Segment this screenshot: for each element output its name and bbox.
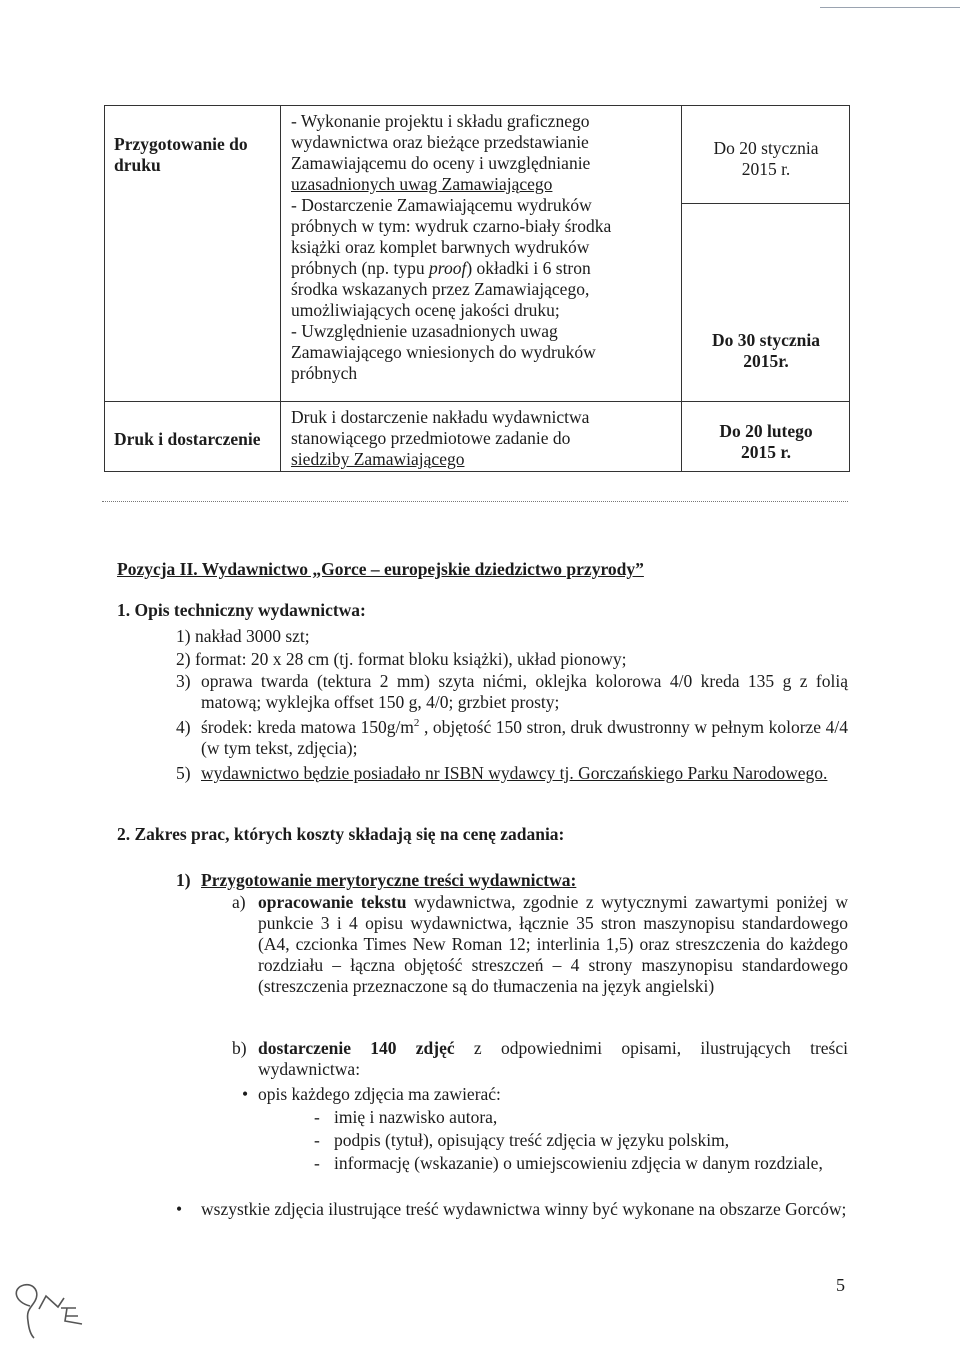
scope-item-1: Przygotowanie merytoryczne treści wydawnictwa:: [201, 870, 577, 890]
desc-line: Druk i dostarczenie nakładu wydawnictwa: [291, 407, 590, 427]
subitem-text: z odpowiednimi opisami, ilustrujących treści wydawnictwa:: [258, 1038, 848, 1079]
page-number: 5: [836, 1275, 845, 1295]
date-line: 2015 r.: [741, 442, 791, 462]
spec-item-5: wydawnictwo będzie posiadało nr ISBN wydawcy tj. Gorczańskiego Parku Narodowego.: [201, 763, 828, 783]
spec-item-1: 1) nakład 3000 szt;: [176, 626, 310, 646]
bullet-dot: •: [176, 1199, 183, 1219]
dash-marker: -: [314, 1153, 320, 1173]
desc-line: próbnych: [291, 363, 358, 383]
spec-item-3: oprawa twarda (tektura 2 mm) szyta nićmi, oklejka kolorowa 4/0 kreda 135 g z folią matową; wyklejka offset 150 g, 4/0; grzbiet prosty;: [201, 671, 848, 712]
dash-marker: -: [314, 1130, 320, 1150]
subitem-b: [258, 1038, 848, 1080]
desc-italic: proof: [429, 258, 467, 278]
superscript: 2: [413, 717, 420, 730]
desc-text: próbnych (np. typu: [291, 258, 430, 278]
subitem-bold: opracowanie tekstu: [258, 892, 407, 912]
desc-line: próbnych w tym: wydruk czarno-biały środka: [291, 216, 612, 236]
date-line: Do 30 stycznia: [712, 330, 820, 350]
desc-line: Zamawiającego wniesionych do wydruków: [291, 342, 596, 362]
bullet-dot: •: [242, 1084, 249, 1104]
date-row1: [681, 138, 851, 180]
desc-line: uzasadnionych uwag Zamawiającego: [291, 174, 553, 194]
subitem-b-label: b): [232, 1038, 247, 1058]
dash-item-2: podpis (tytuł), opisujący treść zdjęcia w języku polskim,: [334, 1130, 730, 1150]
row-label-print: Druk i dostarczenie: [114, 429, 261, 449]
row1-description: [291, 111, 611, 384]
desc-line: siedziby Zamawiającego: [291, 449, 465, 469]
item-text: środek: kreda matowa 150g/m: [201, 717, 414, 737]
date-line: 2015 r.: [741, 159, 791, 179]
dash-item-1: imię i nazwisko autora,: [334, 1107, 498, 1127]
subitem-a: [258, 892, 848, 997]
section-heading: Pozycja II. Wydawnictwo „Gorce – europejskie dziedzictwo przyrody”: [117, 559, 644, 579]
handwritten-initials: [6, 1276, 101, 1341]
scope-heading: 2. Zakres prac, których koszty składają się na cenę zadania:: [117, 824, 565, 844]
spec-item-4: [201, 717, 848, 759]
label-line: druku: [114, 155, 161, 175]
desc-line: książki oraz komplet barwnych wydruków: [291, 237, 590, 257]
dash-marker: -: [314, 1107, 320, 1127]
dash-item-3: informację (wskazanie) o umiejscowieniu zdjęcia w danym rozdziale,: [334, 1153, 823, 1173]
date-row3: [681, 421, 851, 463]
date-line: Do 20 lutego: [719, 421, 813, 441]
scope-item-1-number: 1): [176, 870, 191, 890]
desc-line: Zamawiającemu do oceny i uwzględnianie: [291, 153, 591, 173]
spec-item-5-number: 5): [176, 763, 191, 783]
row3-description: [291, 407, 589, 470]
spec-item-4-number: 4): [176, 717, 191, 737]
date-line: 2015r.: [743, 351, 789, 371]
dotted-separator: [102, 501, 848, 502]
bullet-item-1: opis każdego zdjęcia ma zawierać:: [258, 1084, 501, 1104]
desc-line: - Wykonanie projektu i składu graficznego: [291, 111, 590, 131]
date-line: Do 20 stycznia: [713, 138, 819, 158]
desc-line: - Uwzględnienie uzasadnionych uwag: [291, 321, 558, 341]
subitem-bold: dostarczenie 140 zdjęć: [258, 1038, 455, 1058]
subitem-a-label: a): [232, 892, 246, 912]
label-line: Przygotowanie do: [114, 134, 248, 154]
desc-line: umożliwiających ocenę jakości druku;: [291, 300, 560, 320]
table-divider: [280, 106, 281, 471]
date-row2: [681, 330, 851, 372]
desc-line: [291, 258, 611, 279]
spec-item-2: 2) format: 20 x 28 cm (tj. format bloku książki), układ pionowy;: [176, 649, 627, 669]
row-label-prep: [114, 134, 274, 176]
table-divider: [681, 203, 849, 204]
schedule-table: [104, 105, 850, 472]
scan-edge-line: [820, 7, 960, 8]
desc-text: ) okładki i 6 stron: [466, 258, 591, 278]
item-text: , objętość 150 stron, druk dwustronny w pełnym kolorze 4/4 (w tym tekst, zdjęcia);: [201, 717, 848, 758]
spec-heading: 1. Opis techniczny wydawnictwa:: [117, 600, 366, 620]
bullet-item-2: wszystkie zdjęcia ilustrujące treść wydawnictwa winny być wykonane na obszarze Gorców;: [201, 1199, 847, 1219]
table-divider: [105, 401, 849, 402]
desc-line: - Dostarczenie Zamawiającemu wydruków: [291, 195, 592, 215]
subitem-text: wydawnictwa, zgodnie z wytycznymi zawartymi poniżej w punkcie 3 i 4 opisu wydawnictwa, łącznie 35 stron maszynopisu standardowego (A4, czcionka Times New Roman 12; interlinia 1,5) oraz streszczenia do każdego rozdziału – łączna objętość streszczeń – 4 strony maszynopisu standardowego (streszczenia przeznaczone są do tłumaczenia na język angielski): [258, 892, 848, 996]
desc-line: wydawnictwa oraz bieżące przedstawianie: [291, 132, 589, 152]
desc-line: środka wskazanych przez Zamawiającego,: [291, 279, 590, 299]
spec-item-3-number: 3): [176, 671, 191, 691]
desc-line: stanowiącego przedmiotowe zadanie do: [291, 428, 571, 448]
